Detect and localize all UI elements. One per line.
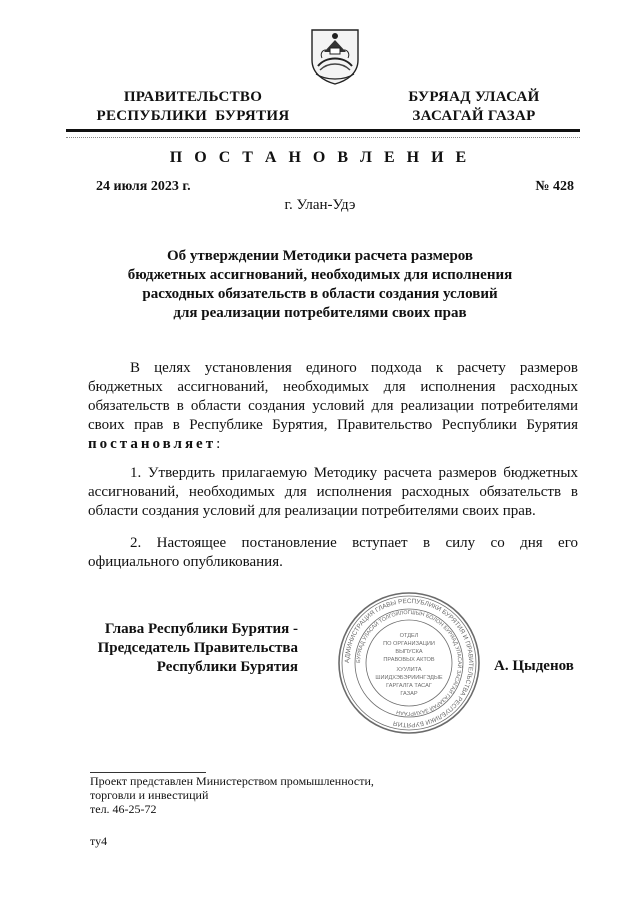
signer-name: А. Цыденов [494,658,574,674]
document-number: № 428 [535,179,574,194]
clause-1: 1. Утвердить прилагаемую Методику расчета размеров бюджетных ассигнований, необходимых для исполнения расходных обязательств в области создания условий для реализации потребителями своих прав. [88,465,578,519]
document-date: 24 июля 2023 г. [96,179,191,194]
header-dotted-divider [66,137,580,138]
svg-text:ОТДЕЛ: ОТДЕЛ [399,633,419,639]
document-subject: Об утверждении Методики расчета размеров бюджетных ассигнований, необходимых для исполнения расходных обязательств в области создания условий для реализации потребителями своих прав [127,248,513,321]
footnote-divider [90,772,206,773]
stamp-inner-text: БУРЯАД УЛАСАЙ ТОЛГОЙЛОГШЫН БОЛОН БУРЯАД УЛАСАЙ ЗАСАГАЙ ГАЗАРАЙ ЗАХИРГААН [355,609,463,717]
header-divider [66,129,580,132]
clause-2: 2. Настоящее постановление вступает в силу со дня его официального опубликования. [88,535,578,570]
document-city: г. Улан-Удэ [284,197,356,213]
header-government-ru: ПРАВИТЕЛЬСТВО РЕСПУБЛИКИ БУРЯТИЯ [96,89,290,124]
svg-text:ПРАВОВЫХ АКТОВ: ПРАВОВЫХ АКТОВ [383,657,435,663]
svg-text:ВЫПУСКА: ВЫПУСКА [395,649,423,655]
document-type: П О С Т А Н О В Л Е Н И Е [169,149,471,166]
svg-text:ГАЗАР: ГАЗАР [400,691,418,697]
document-code: ту4 [90,834,108,848]
official-stamp [336,590,482,736]
signer-title: Глава Республики Бурятия - Председатель Правительства Республики Бурятия [97,621,298,675]
svg-text:ХУУЛИТА: ХУУЛИТА [396,667,422,673]
svg-text:ГАРГАЛГА ТАСАГ: ГАРГАЛГА ТАСАГ [386,683,432,689]
resolves-word: постановляет [88,436,217,452]
preamble-paragraph: В целях установления единого подхода к расчету размеров бюджетных ассигнований, необходимых для исполнения расходных обязательств в области создания условий для реализации потребителями своих прав в Республике Бурятия, Правительство Республики Бурятия постановляет: [88,360,578,452]
svg-text:ПО ОРГАНИЗАЦИИ: ПО ОРГАНИЗАЦИИ [383,641,435,647]
header-government-bua: БУРЯАД УЛАСАЙ ЗАСАГАЙ ГАЗАР [408,89,540,124]
coat-of-arms-icon [308,26,362,86]
svg-text:ШИИДХЭБЭРИИНГЭДЫЕ: ШИИДХЭБЭРИИНГЭДЫЕ [375,675,443,681]
footnote: Проект представлен Министерством промышленности, торговли и инвестиций тел. 46-25-72 [90,774,374,816]
stamp-outer-text: АДМИНИСТРАЦИЯ ГЛАВЫ РЕСПУБЛИКИ БУРЯТИЯ И ПРАВИТЕЛЬСТВА РЕСПУБЛИКИ БУРЯТИЯ [343,597,475,729]
